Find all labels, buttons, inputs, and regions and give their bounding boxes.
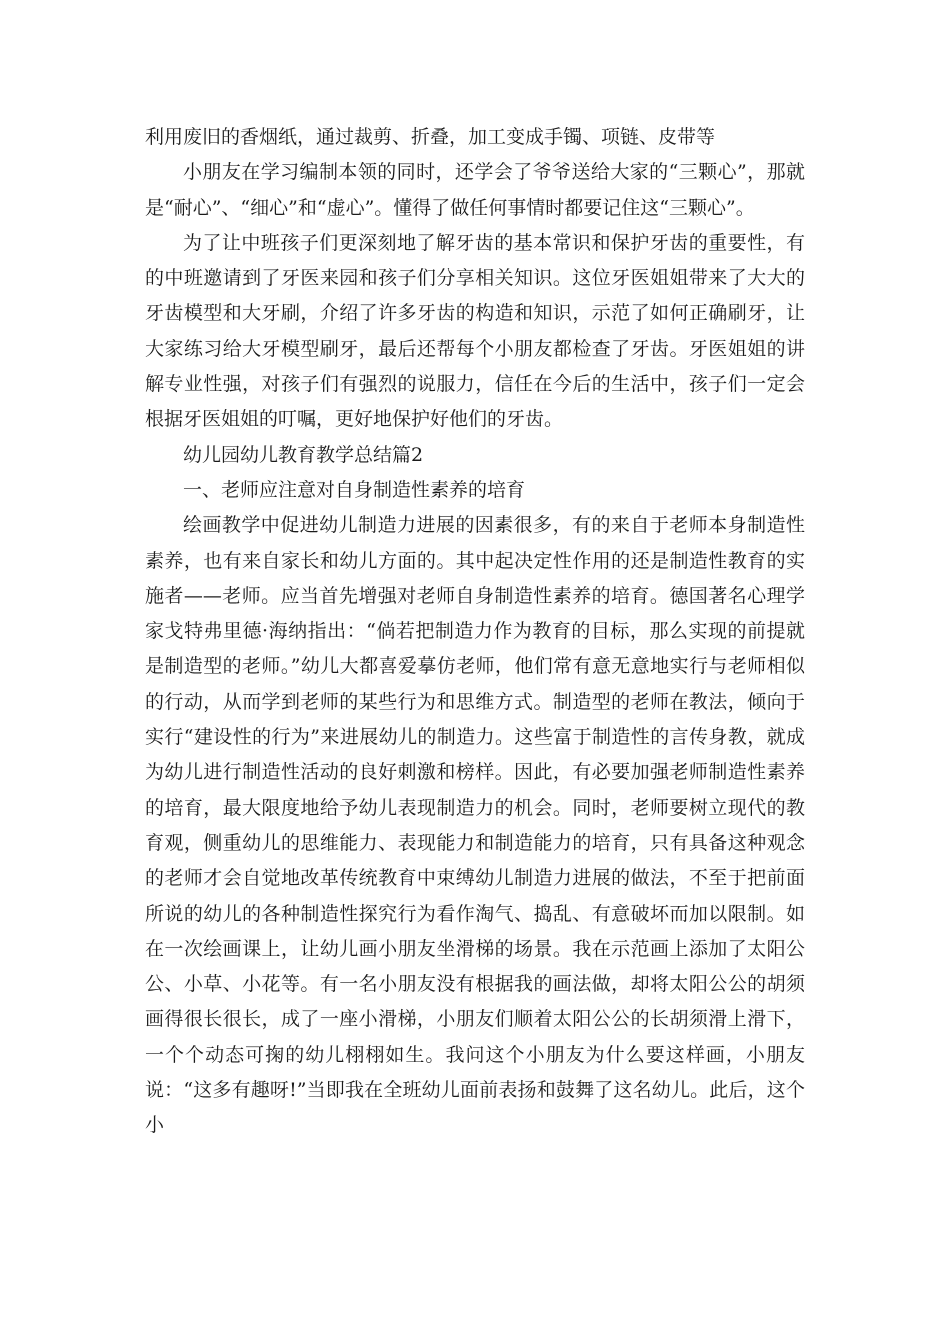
document-body <box>145 120 805 1144</box>
paragraph-dentist-visit: 为了让中班孩子们更深刻地了解牙齿的基本常识和保护牙齿的重要性，有的中班邀请到了牙医来园和孩子们分享相关知识。这位牙医姐姐带来了大大的牙齿模型和大牙刷，介绍了许多牙齿的构造和知识，示范了如何正确刷牙，让大家练习给大牙模型刷牙，最后还帮每个小朋友都检查了牙齿。牙医姐姐的讲解专业性强，对孩子们有强烈的说服力，信任在今后的生活中，孩子们一定会根据牙医姐姐的叮嘱，更好地保护好他们的牙齿。 <box>145 231 805 431</box>
article-title: 幼儿园幼儿教育教学总结篇2 <box>183 443 424 466</box>
paragraph-continuation: 利用废旧的香烟纸，通过裁剪、折叠，加工变成手镯、项链、皮带等 <box>145 126 716 148</box>
section-heading: 一、老师应注意对自身制造性素养的培育 <box>183 478 526 501</box>
paragraph-three-hearts: 小朋友在学习编制本领的同时，还学会了爷爷送给大家的“三颗心”，那就是“耐心”、“细心”和“虚心”。懂得了做任何事情时都要记住这“三颗心”。 <box>145 161 805 219</box>
paragraph-teacher-creativity: 绘画教学中促进幼儿制造力进展的因素很多，有的来自于老师本身制造性素养，也有来自家长和幼儿方面的。其中起决定性作用的还是制造性教育的实施者——老师。应当首先增强对老师自身制造性素养的培育。德国著名心理学家戈特弗里德·海纳指出：“倘若把制造力作为教育的目标，那么实现的前提就是制造型的老师。”幼儿大都喜爱摹仿老师，他们常有意无意地实行与老师相似的行动，从而学到老师的某些行为和思维方式。制造型的老师在教法，倾向于实行“建设性的行为”来进展幼儿的制造力。这些富于制造性的言传身教，就成为幼儿进行制造性活动的良好刺激和榜样。因此，有必要加强老师制造性素养的培育，最大限度地给予幼儿表现制造力的机会。同时，老师要树立现代的教育观，侧重幼儿的思维能力、表现能力和制造能力的培育，只有具备这种观念的老师才会自觉地改革传统教育中束缚幼儿制造力进展的做法，不至于把前面所说的幼儿的各种制造性探究行为看作淘气、捣乱、有意破坏而加以限制。如在一次绘画课上，让幼儿画小朋友坐滑梯的场景。我在示范画上添加了太阳公公、小草、小花等。有一名小朋友没有根据我的画法做，却将太阳公公的胡须画得很长很长，成了一座小滑梯，小朋友们顺着太阳公公的长胡须滑上滑下，一个个动态可掬的幼儿栩栩如生。我问这个小朋友为什么要这样画，小朋友说：“这多有趣呀!”当即我在全班幼儿面前表扬和鼓舞了这名幼儿。此后，这个小 <box>145 514 805 1137</box>
